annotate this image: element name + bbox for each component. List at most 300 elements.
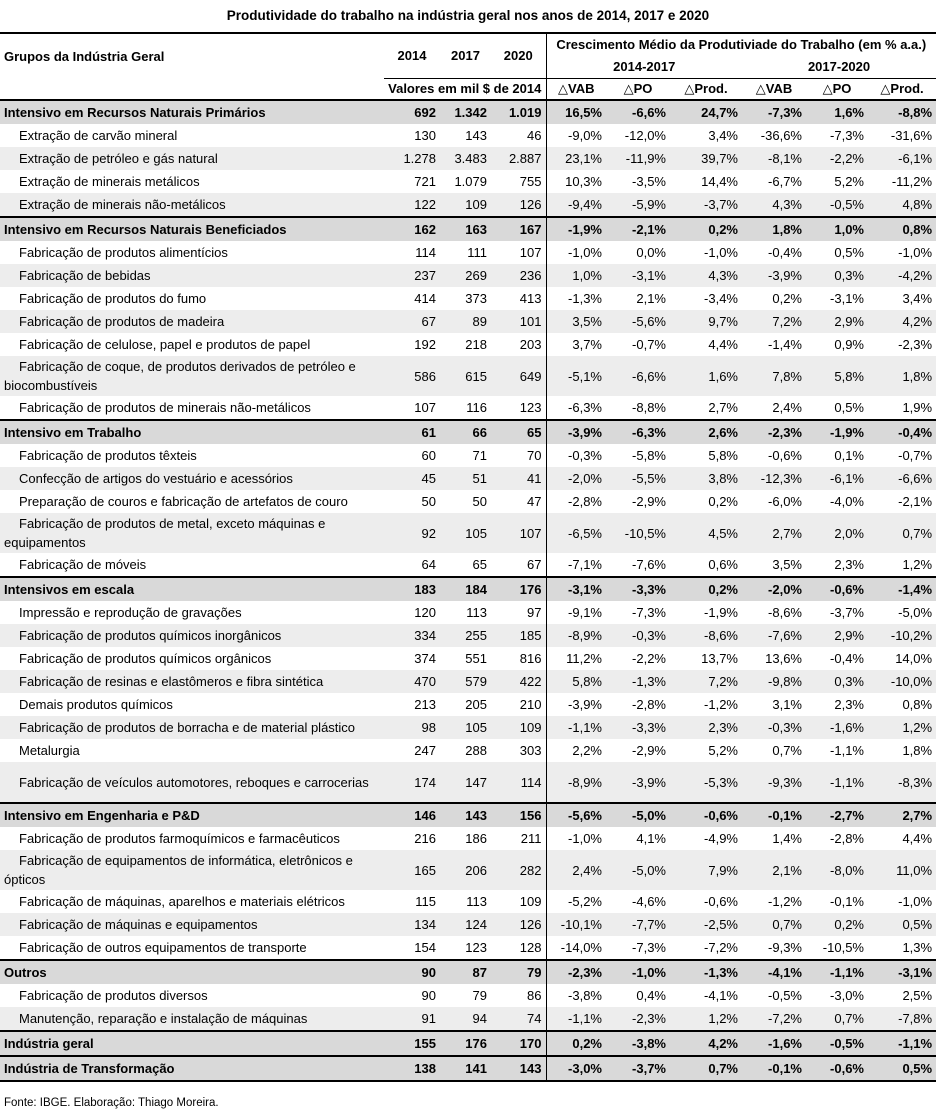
cell-value: -3,1% [606, 264, 670, 287]
row-label: Preparação de couros e fabricação de artefatos de couro [19, 494, 348, 509]
cell-value: -5,8% [632, 448, 666, 463]
cell-value: 0,3% [806, 264, 868, 287]
cell-value: -5,0% [606, 850, 670, 890]
cell-value: -10,1% [546, 913, 606, 936]
cell-value: 2,3% [670, 716, 742, 739]
cell-value: -0,4% [868, 420, 936, 444]
cell-value: 105 [440, 513, 491, 553]
cell-value: -4,0% [830, 494, 864, 509]
cell-value: -7,8% [868, 1007, 936, 1031]
cell-value: -1,0% [704, 245, 738, 260]
cell-value: -0,5% [768, 988, 802, 1003]
cell-value: 11,2% [546, 647, 606, 670]
cell-value: -9,4% [546, 193, 606, 217]
cell-value: -1,9% [704, 605, 738, 620]
cell-value: -10,5% [822, 940, 864, 955]
table-row [0, 913, 936, 936]
cell-value: -1,1% [868, 1031, 936, 1056]
cell-value: 4,2% [670, 1031, 742, 1056]
cell-value: 5,8% [708, 448, 738, 463]
cell-value: 126 [491, 193, 546, 217]
cell-value: 2,4% [546, 850, 606, 890]
table-row [0, 936, 936, 960]
table-row [0, 850, 936, 890]
cell-value: 143 [491, 1056, 546, 1081]
cell-value: -2,2% [632, 651, 666, 666]
cell-value: 192 [414, 337, 436, 352]
cell-value: 2,9% [806, 310, 868, 333]
cell-value: -6,7% [768, 174, 802, 189]
cell-value: -6,6% [606, 100, 670, 124]
cell-value: -9,3% [768, 940, 802, 955]
cell-value: 218 [465, 337, 487, 352]
row-label: Intensivo em Recursos Naturais Beneficiados [0, 217, 384, 241]
table-row [0, 333, 936, 356]
cell-value: -0,4% [830, 651, 864, 666]
group-row [0, 960, 936, 984]
cell-value: -5,0% [606, 803, 670, 827]
cell-value: -2,3% [546, 960, 606, 984]
cell-value: 113 [466, 894, 487, 909]
delta-po-header-2: △PO [806, 78, 868, 100]
cell-value: 146 [384, 803, 440, 827]
cell-value: 2,7% [868, 803, 936, 827]
cell-value: 92 [384, 513, 440, 553]
cell-value: -0,3% [606, 624, 670, 647]
cell-value: 170 [491, 1031, 546, 1056]
cell-value: 470 [384, 670, 440, 693]
cell-value: 7,8% [742, 356, 806, 396]
cell-value: 154 [414, 940, 436, 955]
cell-value: 0,7% [670, 1056, 742, 1081]
cell-value: 138 [384, 1056, 440, 1081]
cell-value: -5,1% [546, 356, 606, 396]
cell-value: -3,3% [606, 716, 670, 739]
source-footnote: Fonte: IBGE. Elaboração: Thiago Moreira. [4, 1097, 219, 1109]
cell-value: 0,8% [902, 697, 933, 712]
cell-value: 79 [472, 988, 487, 1003]
table-row [0, 739, 936, 762]
cell-value: -7,7% [606, 913, 670, 936]
cell-value: 13,6% [765, 651, 802, 666]
cell-value: 2,3% [834, 557, 864, 572]
cell-value: -0,4% [768, 245, 802, 260]
cell-value: 2,6% [670, 420, 742, 444]
cell-value: 91 [384, 1007, 440, 1031]
cell-value: 1,8% [902, 743, 933, 758]
cell-value: 1.278 [384, 147, 440, 170]
row-label: Fabricação de produtos farmoquímicos e farmacêuticos [19, 831, 340, 846]
cell-value: 67 [384, 310, 440, 333]
cell-value: 2,0% [806, 513, 868, 553]
row-label: Fabricação de produtos do fumo [19, 291, 207, 306]
group-row [0, 1056, 936, 1081]
cell-value: 3,1% [772, 697, 802, 712]
cell-value: -3,9% [606, 762, 670, 803]
cell-value: 123 [465, 940, 487, 955]
group-row [0, 217, 936, 241]
cell-value: 71 [472, 448, 487, 463]
cell-value: 4,8% [868, 193, 936, 217]
row-label: Extração de minerais não-metálicos [0, 193, 384, 217]
cell-value: -7,6% [742, 624, 806, 647]
cell-value: 115 [415, 894, 436, 909]
row-label: Extração de carvão mineral [19, 128, 178, 143]
table-row [0, 193, 936, 217]
cell-value: -3,1% [868, 960, 936, 984]
cell-value: 24,7% [670, 100, 742, 124]
cell-value: 0,3% [806, 670, 868, 693]
cell-value: 3,4% [902, 291, 933, 306]
row-label: Fabricação de resinas e elastômeros e fibra sintética [0, 670, 384, 693]
cell-value: -4,9% [704, 831, 738, 846]
cell-value: 51 [440, 467, 491, 490]
cell-value: 113 [466, 605, 487, 620]
cell-value: -12,3% [742, 467, 806, 490]
row-label: Fabricação de máquinas e equipamentos [0, 913, 384, 936]
cell-value: 1,8% [742, 217, 806, 241]
cell-value: 1,8% [868, 356, 936, 396]
cell-value: 165 [384, 850, 440, 890]
cell-value: 2,3% [834, 697, 864, 712]
cell-value: -0,1% [742, 1056, 806, 1081]
cell-value: 0,9% [834, 337, 864, 352]
cell-value: 116 [466, 400, 487, 415]
group-row [0, 803, 936, 827]
cell-value: 0,7% [806, 1007, 868, 1031]
cell-value: 13,7% [701, 651, 738, 666]
table-row [0, 1007, 936, 1031]
table-row [0, 124, 936, 147]
table-row [0, 241, 936, 264]
row-label: Intensivos em escala [0, 577, 384, 601]
cell-value: 2,7% [708, 400, 738, 415]
cell-value: 269 [440, 264, 491, 287]
cell-value: -6,5% [546, 513, 606, 553]
cell-value: 147 [440, 762, 491, 803]
row-label: Extração de minerais metálicos [19, 174, 200, 189]
cell-value: 90 [421, 988, 436, 1003]
cell-value: 65 [491, 420, 546, 444]
cell-value: 162 [384, 217, 440, 241]
cell-value: -1,1% [806, 960, 868, 984]
cell-value: -7,3% [632, 940, 666, 955]
year-header-2020: 2020 [503, 48, 533, 64]
cell-value: 692 [384, 100, 440, 124]
cell-value: 236 [491, 264, 546, 287]
cell-value: 615 [440, 356, 491, 396]
cell-value: -8,9% [546, 624, 606, 647]
cell-value: 0,2% [670, 577, 742, 601]
period-header-2014-2017: 2014-2017 [546, 56, 742, 78]
cell-value: -6,1% [868, 147, 936, 170]
row-label: Impressão e reprodução de gravações [19, 605, 242, 620]
cell-value: 1,0% [806, 217, 868, 241]
subheader-row [0, 78, 936, 100]
delta-prod-header-1: △Prod. [670, 78, 742, 100]
cell-value: 213 [414, 697, 436, 712]
cell-value: 413 [519, 291, 542, 306]
table-row [0, 984, 936, 1007]
cell-value: 47 [527, 494, 542, 509]
cell-value: -1,9% [546, 217, 606, 241]
row-label: Intensivo em Engenharia e P&D [0, 803, 384, 827]
cell-value: -0,5% [806, 193, 868, 217]
cell-value: -6,3% [606, 420, 670, 444]
year-header-2014: 2014 [397, 48, 427, 64]
cell-value: 2,9% [806, 624, 868, 647]
cell-value: 90 [384, 960, 440, 984]
cell-value: 721 [414, 174, 436, 189]
cell-value: -3,4% [704, 291, 738, 306]
cell-value: 4,2% [868, 310, 936, 333]
cell-value: -2,1% [898, 494, 933, 509]
row-label: Extração de petróleo e gás natural [0, 147, 384, 170]
cell-value: 303 [519, 743, 542, 758]
cell-value: -6,6% [606, 356, 670, 396]
table-row [0, 490, 936, 513]
cell-value: -8,6% [768, 605, 802, 620]
row-label: Confecção de artigos do vestuário e acessórios [0, 467, 384, 490]
cell-value: 124 [440, 913, 491, 936]
cell-value: 551 [465, 651, 487, 666]
cell-value: 167 [491, 217, 546, 241]
cell-value: 288 [465, 743, 487, 758]
cell-value: 374 [414, 651, 436, 666]
cell-value: 755 [519, 174, 542, 189]
cell-value: -3,7% [670, 193, 742, 217]
cell-value: 120 [414, 605, 436, 620]
group-column-header: Grupos da Indústria Geral [4, 48, 165, 64]
cell-value: -7,3% [632, 605, 666, 620]
cell-value: -2,8% [632, 697, 666, 712]
cell-value: 211 [520, 831, 542, 846]
cell-value: -0,7% [632, 337, 666, 352]
row-label: Demais produtos químicos [19, 697, 173, 712]
row-label: Indústria de Transformação [0, 1056, 384, 1081]
cell-value: 206 [440, 850, 491, 890]
cell-value: -0,7% [898, 448, 933, 463]
cell-value: 216 [414, 831, 436, 846]
delta-vab-header-2: △VAB [742, 78, 806, 100]
table-row [0, 264, 936, 287]
row-label: Manutenção, reparação e instalação de máquinas [0, 1007, 384, 1031]
cell-value: -3,8% [606, 1031, 670, 1056]
cell-value: 89 [440, 310, 491, 333]
cell-value: 16,5% [546, 100, 606, 124]
cell-value: 97 [527, 605, 542, 620]
cell-value: 7,2% [670, 670, 742, 693]
cell-value: -9,0% [546, 124, 606, 147]
row-label: Fabricação de equipamentos de informática, eletrônicos e ópticos [0, 850, 384, 890]
cell-value: 50 [421, 494, 436, 509]
table-row [0, 513, 936, 553]
row-label: Fabricação de produtos químicos inorgânicos [0, 624, 384, 647]
cell-value: -8,3% [868, 762, 936, 803]
table-row [0, 827, 936, 850]
table-row [0, 670, 936, 693]
cell-value: 105 [440, 716, 491, 739]
cell-value: -1,0% [606, 960, 670, 984]
cell-value: 94 [440, 1007, 491, 1031]
cell-value: 0,8% [868, 217, 936, 241]
cell-value: -0,3% [742, 716, 806, 739]
cell-value: -5,5% [606, 467, 670, 490]
cell-value: 123 [519, 400, 542, 415]
cell-value: 4,1% [636, 831, 666, 846]
cell-value: 0,7% [868, 513, 936, 553]
cell-value: 101 [491, 310, 546, 333]
cell-value: -1,1% [546, 1007, 606, 1031]
cell-value: -1,9% [806, 420, 868, 444]
cell-value: -0,1% [742, 803, 806, 827]
row-label: Fabricação de móveis [19, 557, 147, 572]
cell-value: -1,0% [546, 241, 606, 264]
cell-value: 107 [414, 400, 436, 415]
cell-value: 1,2% [670, 1007, 742, 1031]
cell-value: -10,0% [868, 670, 936, 693]
cell-value: -2,1% [606, 217, 670, 241]
table-row [0, 396, 936, 420]
cell-value: 60 [421, 448, 436, 463]
group-row [0, 577, 936, 601]
cell-value: 0,5% [868, 1056, 936, 1081]
cell-value: -1,1% [830, 743, 864, 758]
cell-value: 816 [519, 651, 542, 666]
cell-value: -5,6% [606, 310, 670, 333]
table-row [0, 762, 936, 803]
cell-value: 282 [491, 850, 546, 890]
cell-value: -0,3% [546, 444, 606, 467]
cell-value: -7,3% [830, 128, 864, 143]
row-label: Fabricação de produtos alimentícios [19, 245, 228, 260]
row-label: Fabricação de produtos químicos orgânicos [19, 651, 272, 666]
cell-value: 109 [519, 894, 542, 909]
cell-value: 0,2% [772, 291, 802, 306]
table-row [0, 624, 936, 647]
cell-value: 130 [414, 128, 436, 143]
cell-value: 3.483 [440, 147, 491, 170]
cell-value: 87 [440, 960, 491, 984]
cell-value: -1,1% [806, 762, 868, 803]
cell-value: -1,3% [546, 287, 606, 310]
table-row [0, 310, 936, 333]
cell-value: 205 [465, 697, 487, 712]
cell-value: 1,4% [772, 831, 802, 846]
cell-value: -3,9% [742, 264, 806, 287]
cell-value: -6,0% [768, 494, 802, 509]
cell-value: 5,2% [708, 743, 738, 758]
cell-value: 3,4% [708, 128, 738, 143]
row-label: Intensivo em Trabalho [0, 420, 384, 444]
cell-value: -2,9% [632, 494, 666, 509]
cell-value: 422 [491, 670, 546, 693]
cell-value: -0,6% [670, 803, 742, 827]
cell-value: -3,7% [606, 1056, 670, 1081]
cell-value: -2,7% [806, 803, 868, 827]
cell-value: 1.079 [454, 174, 487, 189]
cell-value: -3,1% [546, 577, 606, 601]
cell-value: 2,5% [902, 988, 933, 1003]
cell-value: 109 [440, 193, 491, 217]
cell-value: -4,2% [868, 264, 936, 287]
cell-value: 1,6% [806, 100, 868, 124]
cell-value: -7,1% [546, 553, 606, 577]
cell-value: -3,0% [546, 1056, 606, 1081]
cell-value: -1,0% [898, 894, 933, 909]
cell-value: -10,5% [606, 513, 670, 553]
row-label: Fabricação de veículos automotores, reboques e carrocerias [0, 762, 384, 803]
cell-value: 203 [519, 337, 542, 352]
cell-value: 7,2% [742, 310, 806, 333]
cell-value: 579 [440, 670, 491, 693]
cell-value: -7,2% [704, 940, 738, 955]
cell-value: 5,8% [546, 670, 606, 693]
cell-value: 70 [527, 448, 542, 463]
cell-value: 134 [384, 913, 440, 936]
cell-value: 176 [440, 1031, 491, 1056]
cell-value: 237 [384, 264, 440, 287]
cell-value: 107 [519, 245, 542, 260]
cell-value: 0,7% [742, 913, 806, 936]
cell-value: 86 [527, 988, 542, 1003]
delta-po-header-1: △PO [606, 78, 670, 100]
row-label: Fabricação de coque, de produtos derivados de petróleo e biocombustíveis [0, 356, 384, 396]
cell-value: -3,1% [830, 291, 864, 306]
cell-value: -4,1% [704, 988, 738, 1003]
cell-value: 183 [384, 577, 440, 601]
row-label: Outros [0, 960, 384, 984]
cell-value: -1,3% [670, 960, 742, 984]
cell-value: -0,6% [806, 577, 868, 601]
cell-value: -6,6% [868, 467, 936, 490]
delta-vab-header-1: △VAB [546, 78, 606, 100]
cell-value: 114 [491, 762, 546, 803]
cell-value: -5,0% [898, 605, 933, 620]
header-row [0, 33, 936, 56]
cell-value: 1,2% [868, 716, 936, 739]
cell-value: -3,7% [830, 605, 864, 620]
cell-value: -2,9% [632, 743, 666, 758]
table-row [0, 890, 936, 913]
cell-value: 7,9% [670, 850, 742, 890]
cell-value: -8,1% [742, 147, 806, 170]
cell-value: 4,3% [670, 264, 742, 287]
cell-value: -6,1% [806, 467, 868, 490]
cell-value: 184 [440, 577, 491, 601]
cell-value: -2,5% [670, 913, 742, 936]
cell-value: 0,2% [670, 217, 742, 241]
cell-value: -2,0% [546, 467, 606, 490]
cell-value: -8,6% [670, 624, 742, 647]
table-row [0, 693, 936, 716]
cell-value: -14,0% [546, 936, 606, 960]
cell-value: 0,5% [868, 913, 936, 936]
cell-value: 65 [472, 557, 487, 572]
cell-value: -10,2% [868, 624, 936, 647]
cell-value: 0,7% [772, 743, 802, 758]
cell-value: 50 [472, 494, 487, 509]
cell-value: -3,9% [546, 693, 606, 716]
table-row [0, 147, 936, 170]
cell-value: -8,9% [546, 762, 606, 803]
cell-value: 1,3% [902, 940, 933, 955]
growth-header: Crescimento Médio da Produtiviade do Trabalho (em % a.a.) [546, 33, 936, 56]
cell-value: -4,1% [742, 960, 806, 984]
cell-value: -0,1% [830, 894, 864, 909]
cell-value: -9,3% [742, 762, 806, 803]
cell-value: 114 [415, 245, 436, 260]
